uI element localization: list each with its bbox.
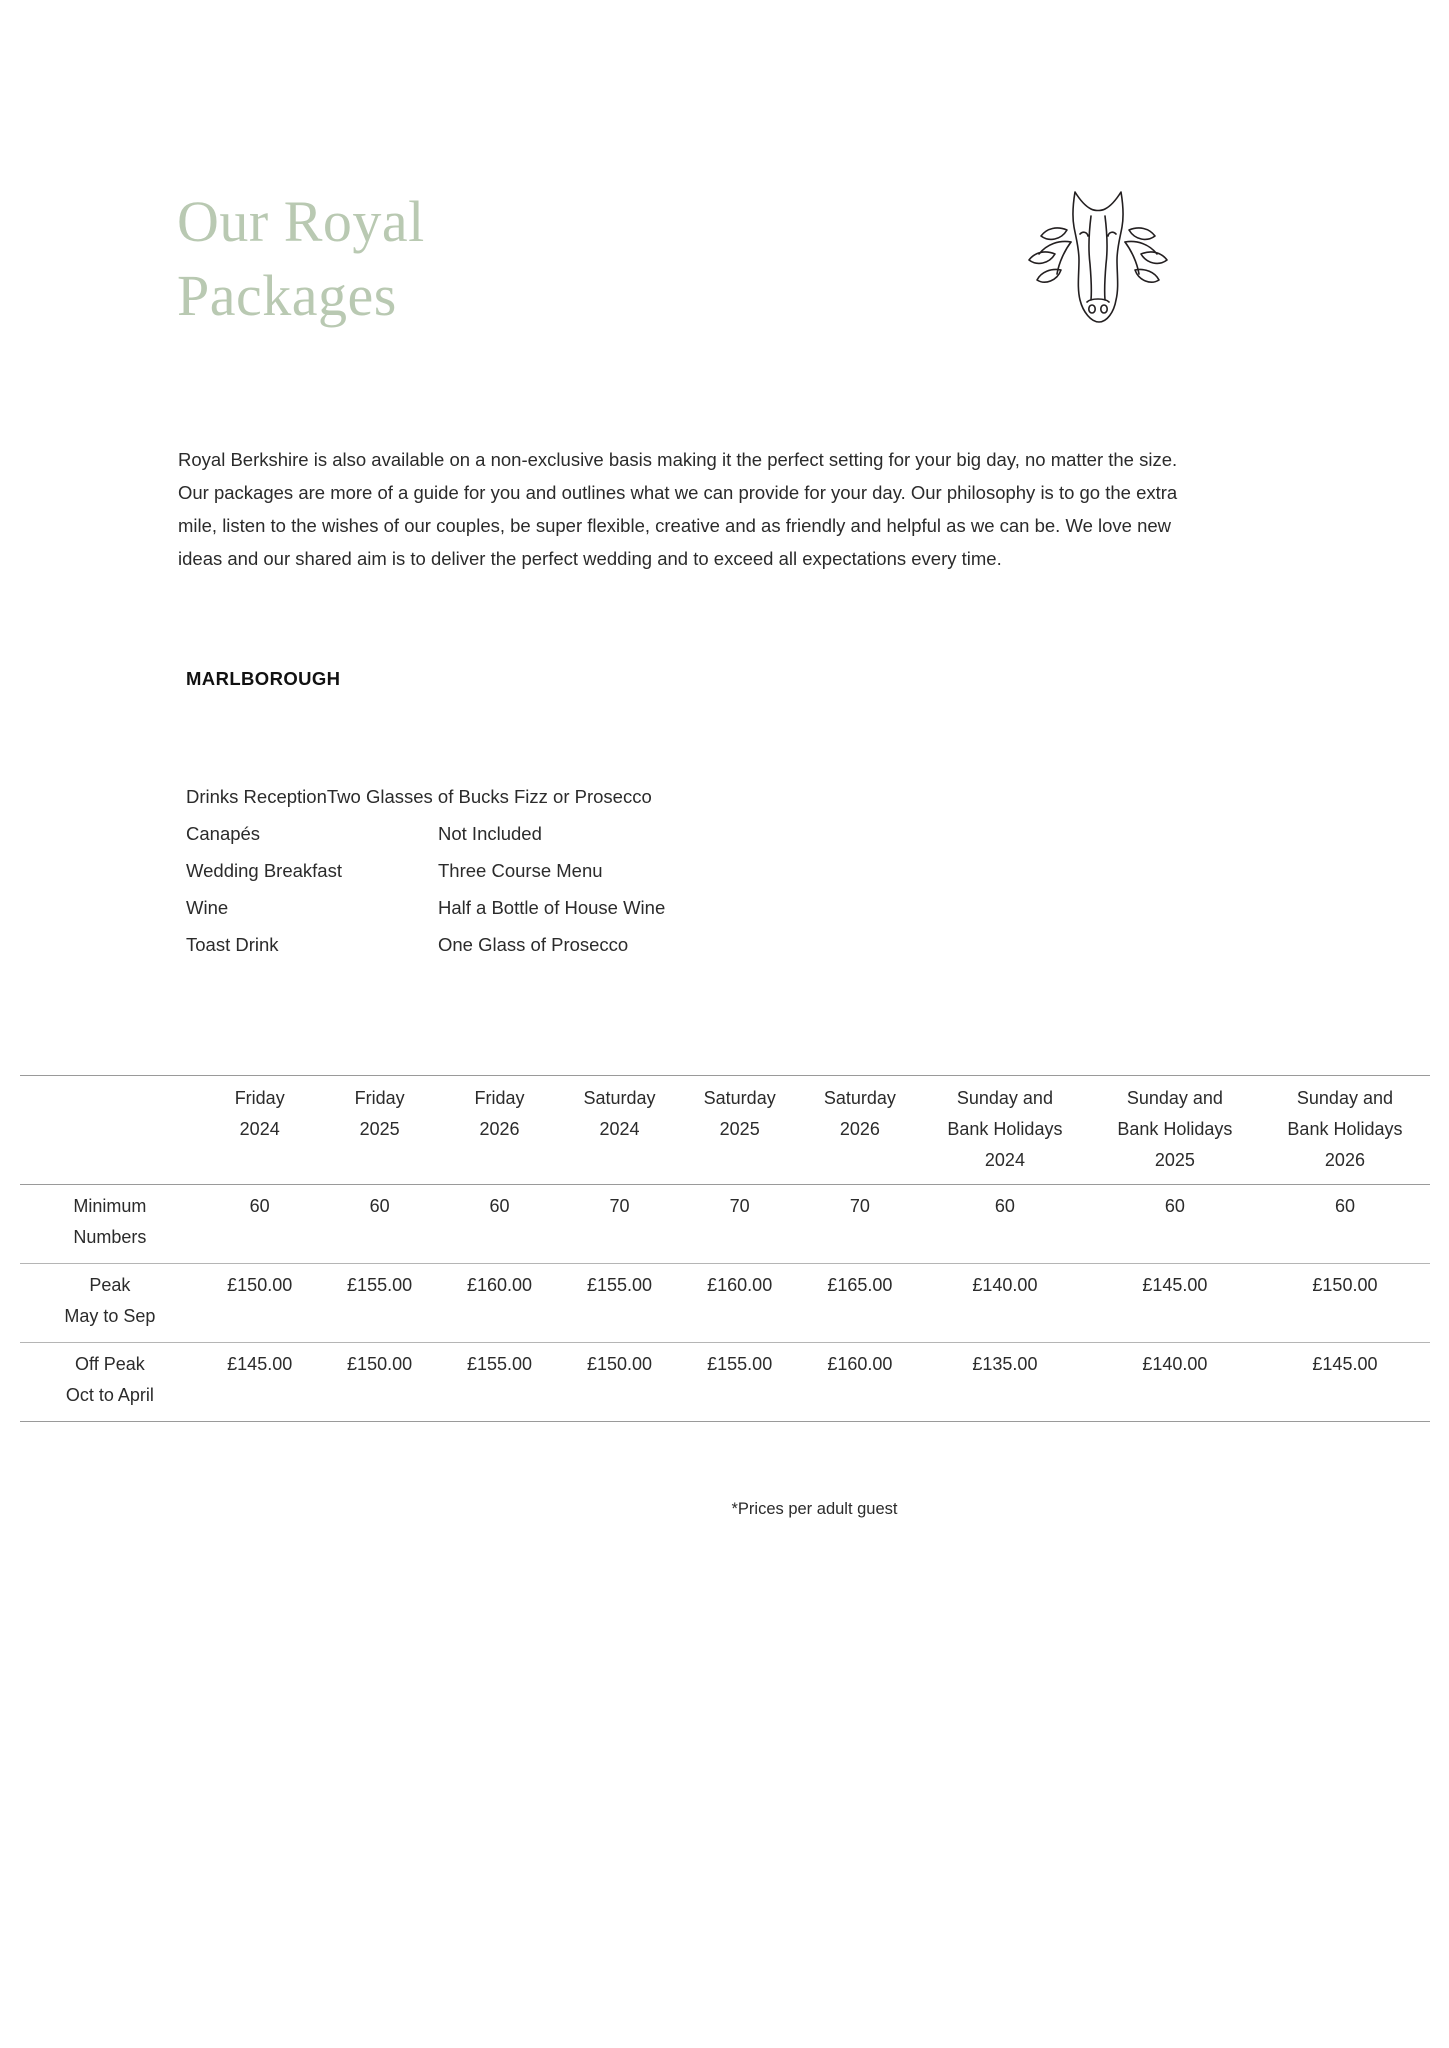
inclusion-value: Not Included — [438, 823, 542, 844]
table-cell: £145.00 — [200, 1343, 320, 1422]
column-header-line2: 2025 — [359, 1119, 400, 1139]
table-cell: £150.00 — [1260, 1264, 1430, 1343]
page-title-line2: Packages — [177, 263, 397, 328]
inclusions-list — [186, 778, 886, 963]
column-header — [200, 1075, 320, 1185]
row-header-line1: Minimum — [73, 1196, 147, 1216]
table-body — [20, 1185, 1430, 1422]
inclusion-label: Drinks Reception — [186, 786, 327, 807]
row-header — [20, 1343, 200, 1422]
table-cell: £160.00 — [800, 1343, 920, 1422]
list-item — [186, 852, 886, 889]
list-item — [186, 778, 886, 815]
inclusion-label: Toast Drink — [186, 934, 279, 955]
price-footnote — [0, 1500, 1449, 1519]
inclusion-value: Three Course Menu — [438, 860, 603, 881]
column-header-line2: 2024 — [239, 1119, 280, 1139]
table-header — [20, 1075, 1430, 1185]
table-cell: £145.00 — [1260, 1343, 1430, 1422]
column-header-line2: 2025 — [719, 1119, 760, 1139]
column-header-line1: Saturday — [703, 1088, 776, 1108]
row-header-line1: Peak — [89, 1275, 131, 1295]
document-header — [177, 185, 1277, 365]
table-cell: 60 — [1090, 1185, 1260, 1264]
table-cell: 60 — [920, 1185, 1090, 1264]
column-header — [1260, 1075, 1430, 1185]
table-cell: £135.00 — [920, 1343, 1090, 1422]
table-cell: 60 — [320, 1185, 440, 1264]
table-row — [20, 1343, 1430, 1422]
column-header-line3: 2025 — [1154, 1150, 1195, 1170]
table-cell: 60 — [1260, 1185, 1430, 1264]
column-header — [1090, 1075, 1260, 1185]
column-header-line1: Sunday and — [956, 1088, 1053, 1108]
page-title — [177, 185, 597, 333]
table-row — [20, 1264, 1430, 1343]
column-header-line1: Sunday and — [1296, 1088, 1393, 1108]
table-cell: £155.00 — [680, 1343, 800, 1422]
inclusion-label: Wine — [186, 897, 229, 918]
table-cell: £140.00 — [920, 1264, 1090, 1343]
table-cell: £150.00 — [559, 1343, 679, 1422]
page-title-line1: Our Royal — [177, 189, 425, 254]
table-cell: £145.00 — [1090, 1264, 1260, 1343]
column-header-line1: Saturday — [583, 1088, 656, 1108]
list-item — [186, 815, 886, 852]
table-cell: £160.00 — [440, 1264, 560, 1343]
table-cell: 60 — [200, 1185, 320, 1264]
table-cell: 60 — [440, 1185, 560, 1264]
inclusion-value: Two Glasses of Bucks Fizz or Prosecco — [326, 786, 652, 807]
column-header-line2: Bank Holidays — [947, 1119, 1063, 1139]
table-cell: 70 — [800, 1185, 920, 1264]
row-header-line2: Numbers — [73, 1227, 147, 1247]
list-item — [186, 926, 886, 963]
column-header-line1: Friday — [234, 1088, 285, 1108]
inclusion-label: Canapés — [186, 823, 261, 844]
column-header-line2: Bank Holidays — [1117, 1119, 1233, 1139]
price-table — [20, 1075, 1430, 1422]
table-cell: 70 — [680, 1185, 800, 1264]
inclusion-value: One Glass of Prosecco — [438, 934, 629, 955]
table-cell: £150.00 — [200, 1264, 320, 1343]
intro-paragraph: Royal Berkshire is also available on a non-exclusive basis making it the perfect setting for your big day, no matter the size. Our packages are more of a guide for you and outlines what we can provide for your day. Our philosophy is to go the extra mile, listen to the wishes of our couples, be super flexible, creative and as friendly and helpful as we can be. We love new ideas and our shared aim is to deliver the perfect wedding and to exceed all expectations every time. — [178, 449, 1178, 569]
row-header-line1: Off Peak — [75, 1354, 145, 1374]
column-header-line1: Friday — [354, 1088, 405, 1108]
column-header — [920, 1075, 1090, 1185]
horse-head-icon — [987, 170, 1197, 350]
table-cell: £165.00 — [800, 1264, 920, 1343]
row-header-line2: Oct to April — [65, 1385, 154, 1405]
row-header-line2: May to Sep — [64, 1306, 156, 1326]
column-header-line1: Saturday — [823, 1088, 896, 1108]
column-header-line2: 2026 — [479, 1119, 520, 1139]
row-header — [20, 1264, 200, 1343]
table-cell: £155.00 — [440, 1343, 560, 1422]
column-header-line2: 2024 — [599, 1119, 640, 1139]
inclusion-value: Half a Bottle of House Wine — [438, 897, 666, 918]
table-cell: £155.00 — [320, 1264, 440, 1343]
table-row — [20, 1185, 1430, 1264]
row-header — [20, 1185, 200, 1264]
column-header — [800, 1075, 920, 1185]
price-table-wrapper — [20, 1075, 1430, 1422]
table-cell: £155.00 — [559, 1264, 679, 1343]
package-name: MARLBOROUGH — [186, 668, 341, 689]
column-header — [680, 1075, 800, 1185]
column-header — [559, 1075, 679, 1185]
column-header-line1: Friday — [474, 1088, 525, 1108]
list-item — [186, 889, 886, 926]
price-footnote-text: *Prices per adult guest — [731, 1500, 898, 1518]
inclusion-label: Wedding Breakfast — [186, 860, 342, 881]
table-cell: £150.00 — [320, 1343, 440, 1422]
column-header-line2: 2026 — [839, 1119, 880, 1139]
column-header-line2: Bank Holidays — [1287, 1119, 1403, 1139]
table-cell: £160.00 — [680, 1264, 800, 1343]
column-header-line3: 2024 — [984, 1150, 1025, 1170]
column-header — [440, 1075, 560, 1185]
table-cell: 70 — [559, 1185, 679, 1264]
column-header-line1: Sunday and — [1126, 1088, 1223, 1108]
column-header — [320, 1075, 440, 1185]
table-header-row — [20, 1075, 1430, 1185]
table-corner-cell — [20, 1075, 200, 1185]
column-header-line3: 2026 — [1324, 1150, 1365, 1170]
table-cell: £140.00 — [1090, 1343, 1260, 1422]
